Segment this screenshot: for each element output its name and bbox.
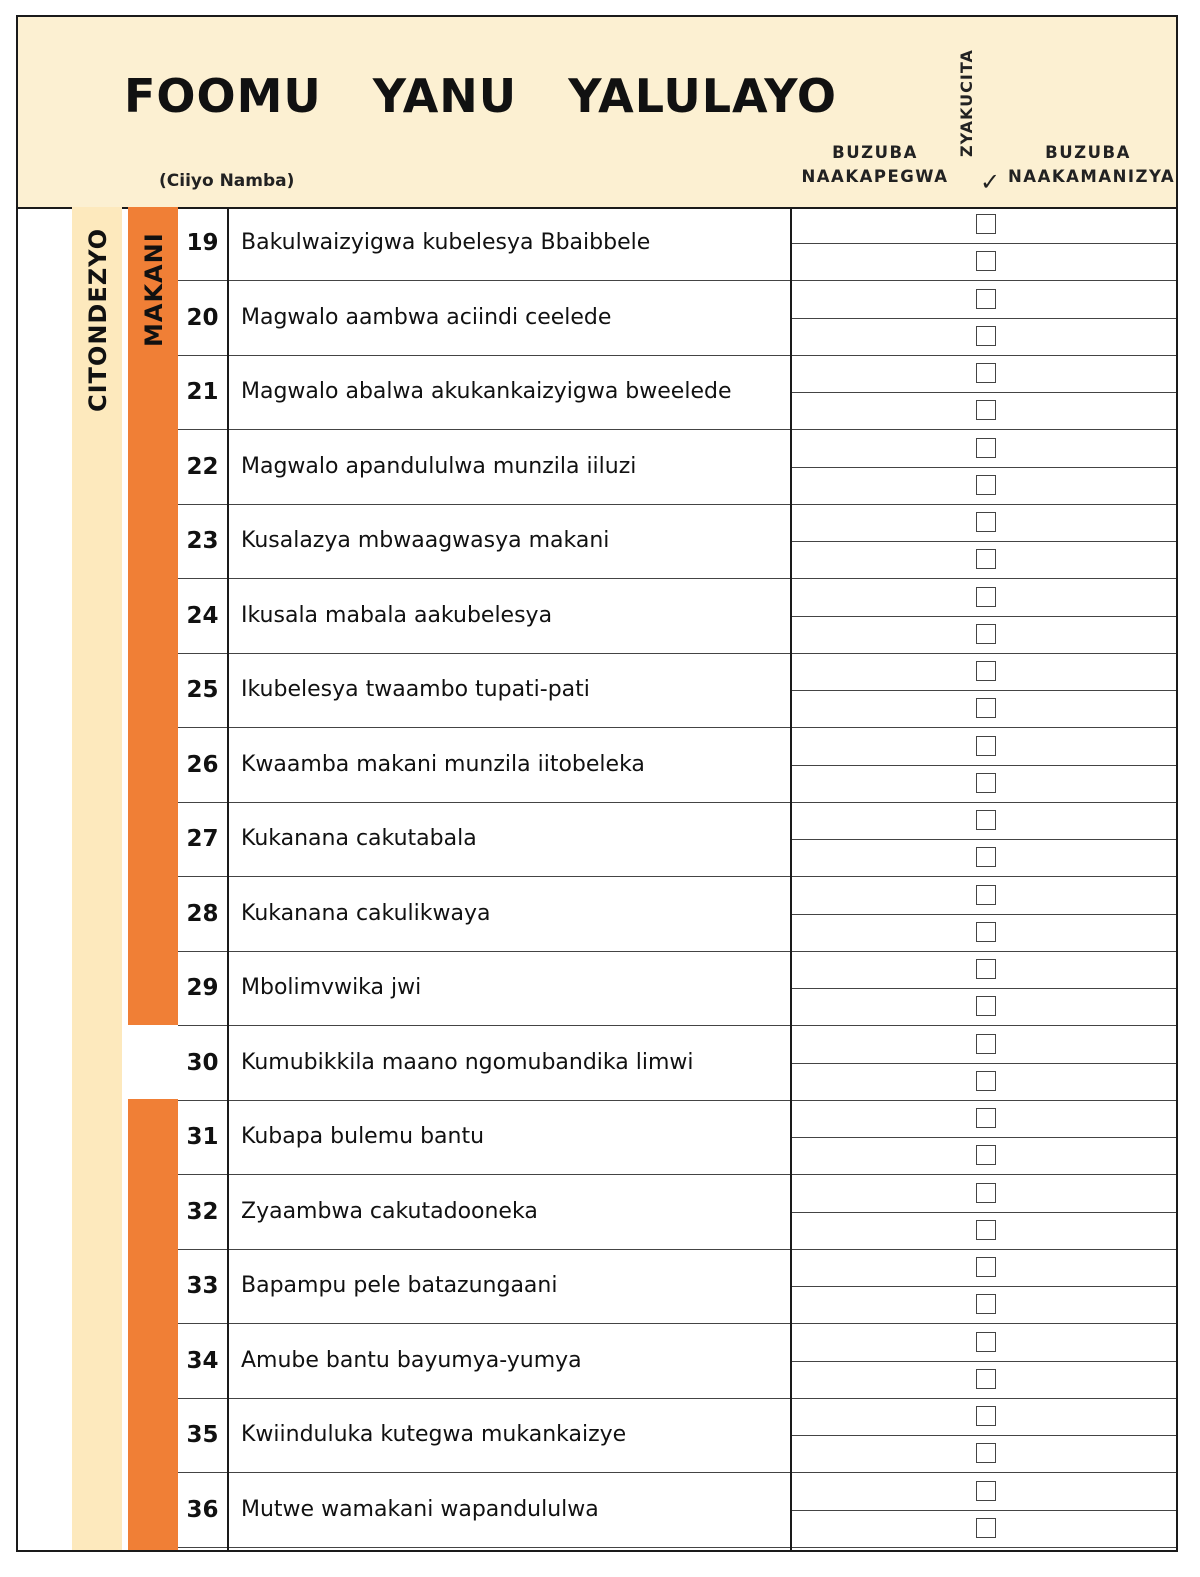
counsel-form: [16, 15, 1178, 1552]
lesson-title: Magwalo abalwa akukankaizyigwa bweelede: [241, 379, 732, 404]
table-row: [178, 729, 1176, 803]
lesson-number: 28: [186, 900, 219, 927]
completed-checkbox[interactable]: [976, 1518, 996, 1538]
completed-checkbox[interactable]: [976, 1332, 996, 1352]
row-divider: [792, 1286, 1176, 1287]
table-row: [178, 1176, 1176, 1250]
completed-checkbox[interactable]: [976, 1183, 996, 1203]
completed-checkbox[interactable]: [976, 1034, 996, 1054]
outer-category-label: CITONDEZYO: [84, 227, 112, 412]
completed-checkbox[interactable]: [976, 1481, 996, 1501]
lesson-title: Kukanana cakutabala: [241, 826, 477, 851]
completed-checkbox[interactable]: [976, 624, 996, 644]
lesson-number: 19: [186, 230, 219, 256]
table-row: [178, 282, 1176, 356]
lesson-title: Kukanana cakulikwaya: [241, 900, 491, 926]
completed-checkbox[interactable]: [976, 1145, 996, 1165]
lesson-number: 29: [186, 975, 219, 1001]
form-body: [18, 207, 1176, 1550]
lesson-number: 26: [186, 751, 219, 778]
table-row: [178, 1250, 1176, 1324]
checkmark-icon: ✓: [980, 168, 1001, 196]
table-row: [178, 803, 1176, 877]
lesson-number: 36: [186, 1496, 219, 1523]
completed-checkbox[interactable]: [976, 363, 996, 383]
row-divider: [792, 1510, 1176, 1511]
completed-checkbox[interactable]: [976, 885, 996, 905]
row-divider: [792, 765, 1176, 766]
table-row: [178, 952, 1176, 1026]
completed-checkbox[interactable]: [976, 661, 996, 681]
date-column-divider: [790, 207, 792, 1550]
completed-checkbox[interactable]: [976, 1369, 996, 1389]
number-column-divider: [227, 207, 229, 1550]
table-row: [178, 654, 1176, 728]
completed-checkbox[interactable]: [976, 810, 996, 830]
date-completed-header: BUZUBA NAAKAMANIZYA: [1008, 143, 1176, 186]
lesson-title: Mutwe wamakani wapandululwa: [241, 1496, 599, 1522]
form-title: FOOMU YANU YALULAYO: [124, 69, 838, 123]
lesson-number: 32: [186, 1198, 219, 1225]
lesson-title: Kusalazya mbwaagwasya makani: [241, 528, 610, 553]
lesson-number: 31: [186, 1124, 219, 1150]
row-divider: [792, 690, 1176, 691]
completed-checkbox[interactable]: [976, 1108, 996, 1128]
lesson-number: 35: [186, 1422, 219, 1448]
completed-checkbox[interactable]: [976, 736, 996, 756]
row-divider: [792, 1212, 1176, 1213]
completed-checkbox[interactable]: [976, 959, 996, 979]
completed-checkbox[interactable]: [976, 698, 996, 718]
inner-category-label: MAKANI: [140, 232, 168, 347]
lesson-number: 21: [186, 379, 219, 405]
completed-checkbox[interactable]: [976, 996, 996, 1016]
lesson-number: 22: [186, 453, 219, 480]
completed-checkbox[interactable]: [976, 214, 996, 234]
row-divider: [792, 467, 1176, 468]
completed-checkbox[interactable]: [976, 1294, 996, 1314]
completed-checkbox[interactable]: [976, 251, 996, 271]
completed-checkbox[interactable]: [976, 922, 996, 942]
completed-checkbox[interactable]: [976, 549, 996, 569]
completed-checkbox[interactable]: [976, 773, 996, 793]
row-divider: [792, 541, 1176, 542]
completed-checkbox[interactable]: [976, 1220, 996, 1240]
completed-checkbox[interactable]: [976, 587, 996, 607]
table-row: [178, 1474, 1176, 1548]
form-header: [18, 17, 1176, 209]
lesson-title: Mbolimvwika jwi: [241, 975, 422, 1000]
table-row: [178, 1101, 1176, 1175]
completed-checkbox[interactable]: [976, 1071, 996, 1091]
table-row: [178, 1325, 1176, 1399]
row-divider: [792, 1435, 1176, 1436]
completed-checkbox[interactable]: [976, 847, 996, 867]
inner-category-band-lower: [128, 1099, 178, 1550]
lesson-title: Bapampu pele batazungaani: [241, 1273, 558, 1298]
table-row: [178, 505, 1176, 579]
lesson-title: Kwiinduluka kutegwa mukankaizye: [241, 1422, 627, 1447]
table-row: [178, 1399, 1176, 1473]
completed-checkbox[interactable]: [976, 475, 996, 495]
lesson-title: Ikubelesya twaambo tupati-pati: [241, 677, 590, 702]
row-divider: [792, 1137, 1176, 1138]
lesson-number: 25: [186, 677, 219, 703]
lesson-title: Bakulwaizyigwa kubelesya Bbaibbele: [241, 230, 651, 255]
completed-checkbox[interactable]: [976, 1406, 996, 1426]
row-divider: [792, 318, 1176, 319]
table-row: [178, 356, 1176, 430]
lesson-title: Magwalo aambwa aciindi ceelede: [241, 304, 612, 330]
row-divider: [792, 839, 1176, 840]
table-row: [178, 580, 1176, 654]
row-divider: [792, 392, 1176, 393]
lesson-number: 27: [186, 826, 219, 852]
completed-checkbox[interactable]: [976, 438, 996, 458]
completed-checkbox[interactable]: [976, 326, 996, 346]
lesson-number: 23: [186, 528, 219, 554]
lesson-title: Kumubikkila maano ngomubandika limwi: [241, 1049, 694, 1075]
lesson-number: 33: [186, 1273, 219, 1299]
lesson-title: Kwaamba makani munzila iitobeleka: [241, 751, 645, 777]
lesson-number: 34: [186, 1347, 219, 1374]
table-row: [178, 1027, 1176, 1101]
row-divider: [792, 1361, 1176, 1362]
completed-checkbox[interactable]: [976, 289, 996, 309]
date-assigned-header: BUZUBA NAAKAPEGWA: [801, 143, 949, 186]
checkbox-column-header: ZYAKUCITA: [957, 49, 976, 157]
table-row: [178, 207, 1176, 281]
row-divider: [792, 1063, 1176, 1064]
completed-checkbox[interactable]: [976, 1257, 996, 1277]
lesson-title: Zyaambwa cakutadooneka: [241, 1198, 538, 1224]
row-divider: [792, 616, 1176, 617]
lesson-title: Magwalo apandululwa munzila iiluzi: [241, 453, 637, 479]
lesson-number: 30: [186, 1049, 219, 1076]
table-row: [178, 431, 1176, 505]
lesson-number: 20: [186, 304, 219, 331]
row-divider: [792, 243, 1176, 244]
completed-checkbox[interactable]: [976, 1443, 996, 1463]
lesson-title: Amube bantu bayumya-yumya: [241, 1347, 582, 1373]
row-divider: [792, 914, 1176, 915]
row-divider: [792, 988, 1176, 989]
lesson-number: 24: [186, 602, 219, 629]
completed-checkbox[interactable]: [976, 400, 996, 420]
lesson-title: Kubapa bulemu bantu: [241, 1124, 485, 1149]
completed-checkbox[interactable]: [976, 512, 996, 532]
table-row: [178, 878, 1176, 952]
lesson-number-caption: (Ciiyo Namba): [159, 171, 295, 191]
lesson-title: Ikusala mabala aakubelesya: [241, 602, 553, 628]
